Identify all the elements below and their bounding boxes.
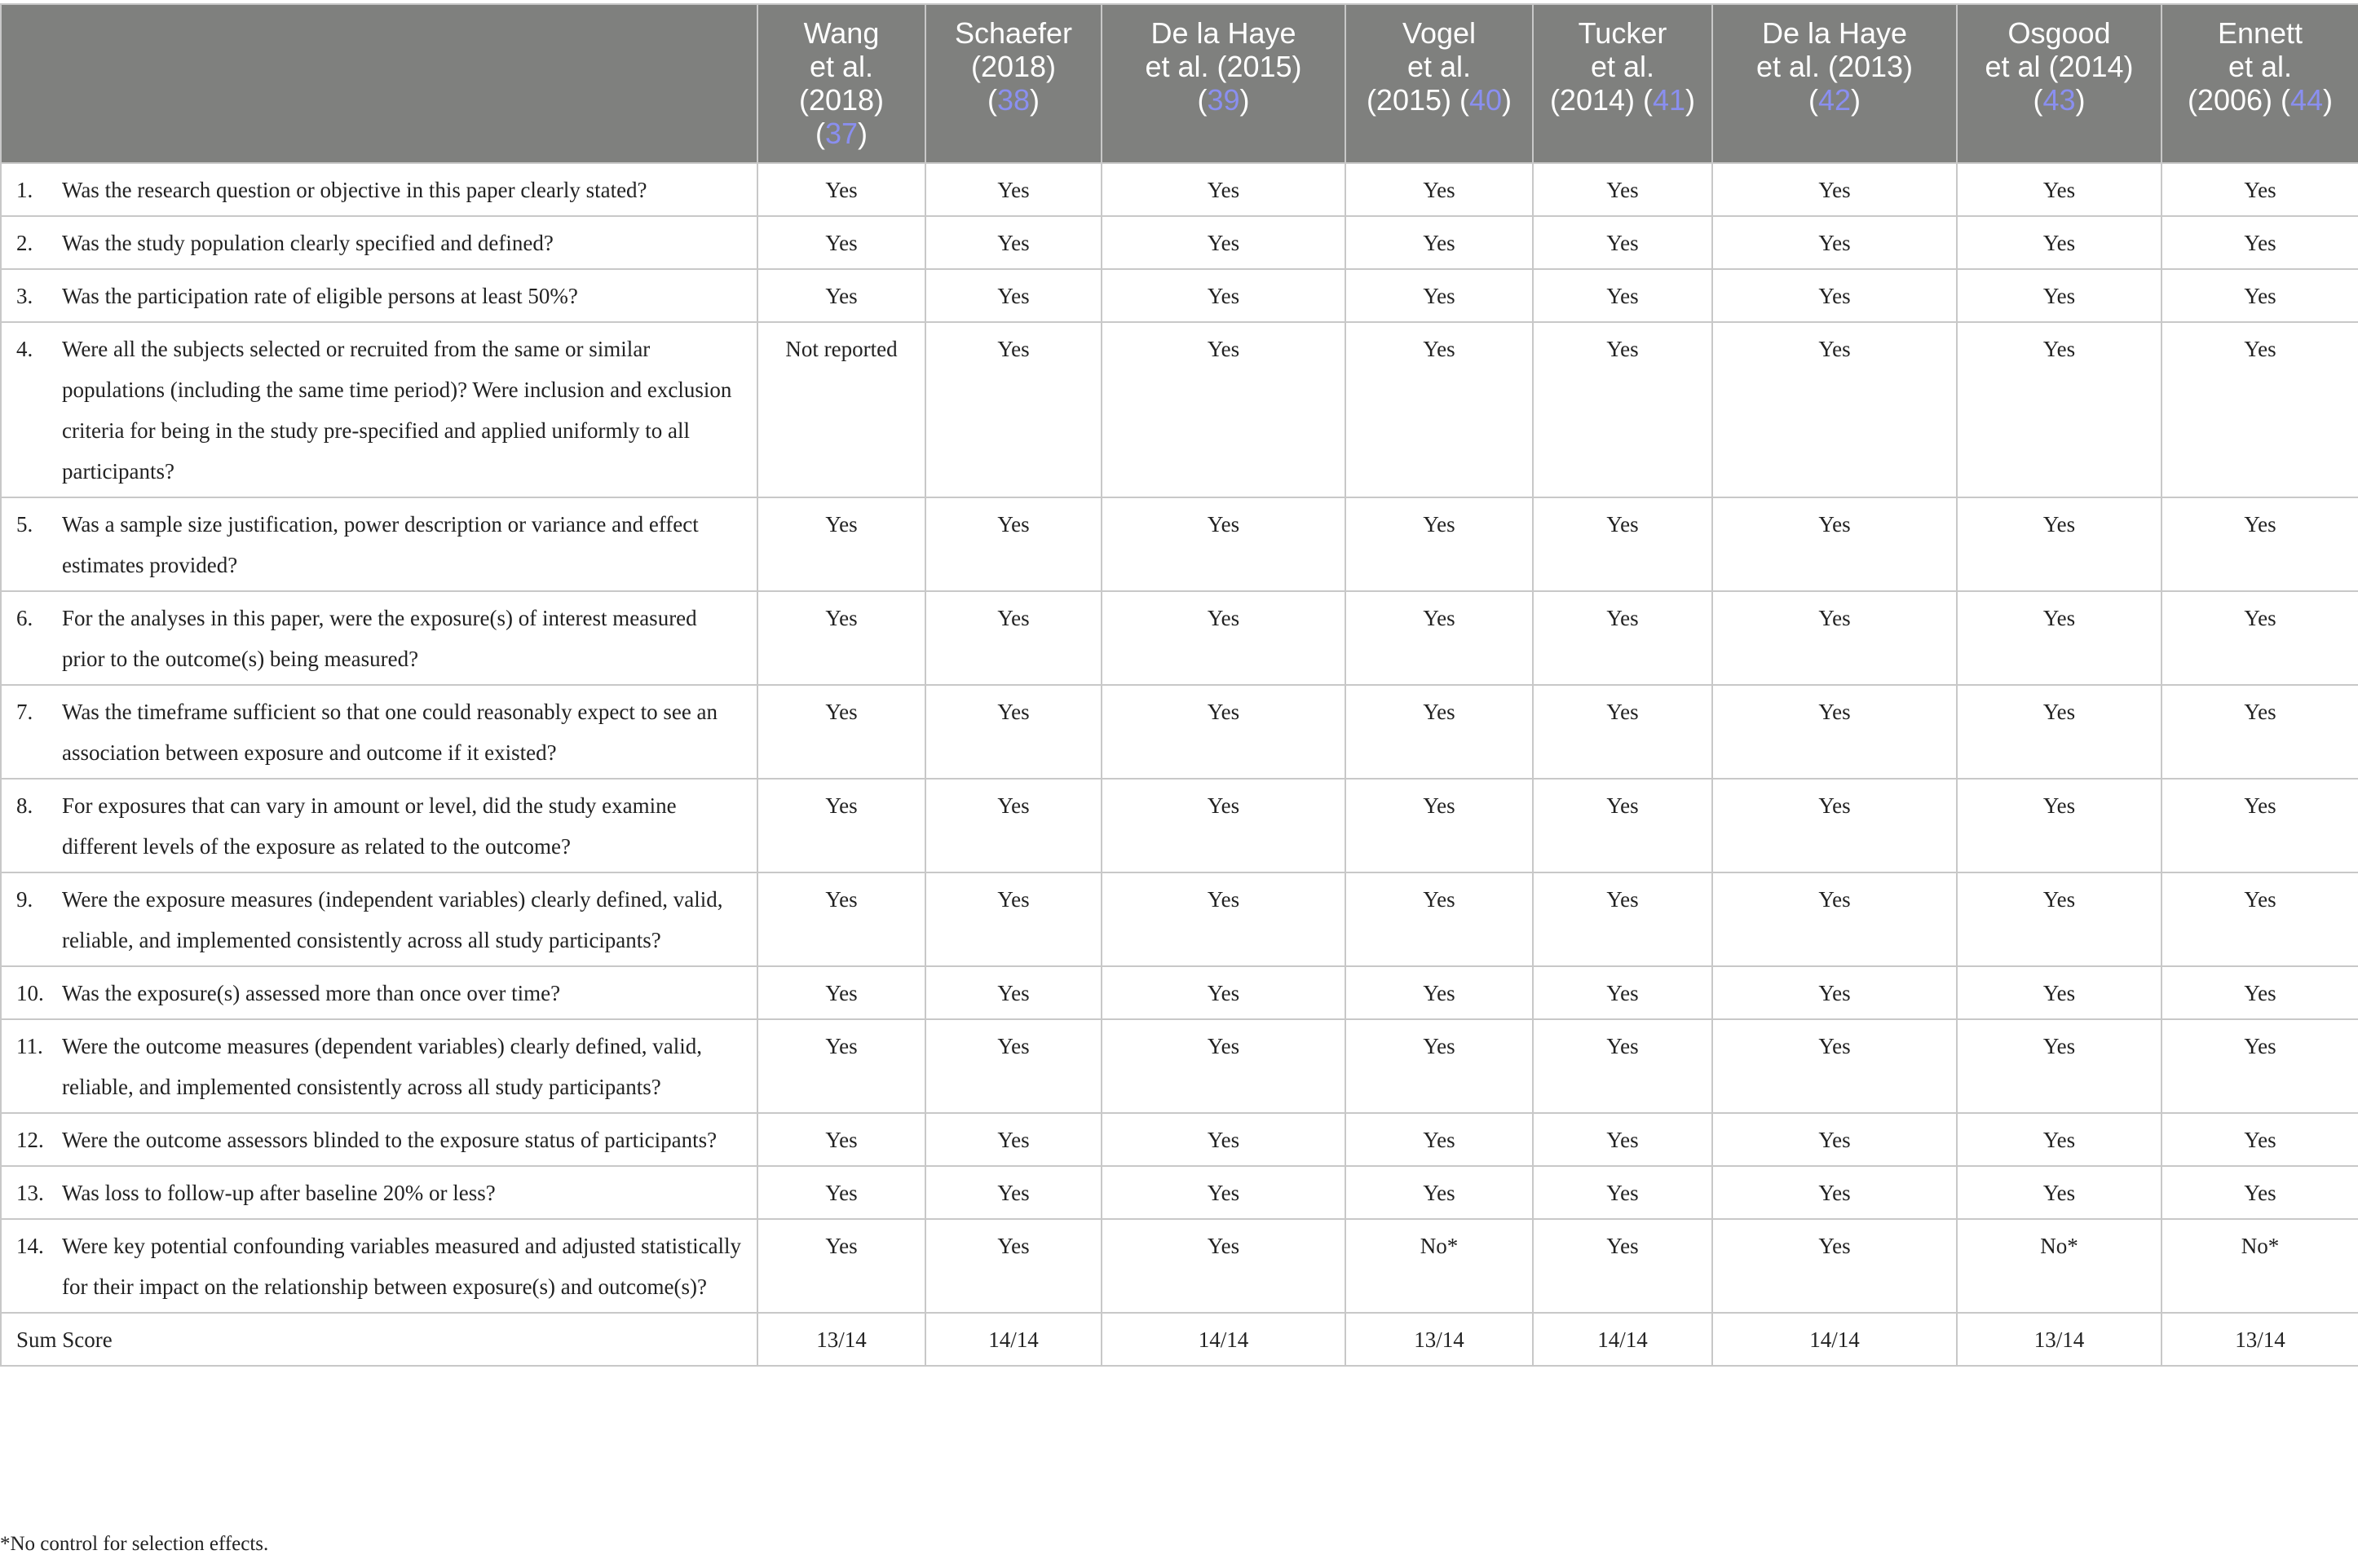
question-wrapper xyxy=(16,329,744,492)
answer-cell: Yes xyxy=(1957,322,2162,497)
question-wrapper xyxy=(16,1173,744,1213)
answer-cell: Yes xyxy=(2162,1166,2358,1219)
answer-cell: Yes xyxy=(757,1166,925,1219)
table-row xyxy=(1,497,2358,591)
table-body xyxy=(1,163,2358,1366)
answer-cell: Yes xyxy=(1957,216,2162,269)
column-header-text: De la Haye xyxy=(1150,16,1296,50)
column-header-text: et al. xyxy=(809,50,874,83)
question-text: Was the research question or objective in this paper clearly stated? xyxy=(62,178,647,202)
column-header-study xyxy=(925,4,1102,163)
question-wrapper xyxy=(16,504,744,585)
answer-cell: Yes xyxy=(1345,322,1533,497)
question-cell xyxy=(1,322,757,497)
table-row xyxy=(1,872,2358,966)
question-cell xyxy=(1,872,757,966)
answer-cell: Yes xyxy=(757,163,925,216)
column-header-year: ( xyxy=(987,83,997,117)
answer-cell: Yes xyxy=(1533,1166,1712,1219)
reference-link[interactable]: 39 xyxy=(1207,83,1240,117)
answer-cell: Yes xyxy=(2162,216,2358,269)
column-header-study xyxy=(1345,4,1533,163)
table-row xyxy=(1,591,2358,685)
answer-cell: Yes xyxy=(925,966,1102,1019)
answer-cell: Yes xyxy=(757,872,925,966)
question-number: 12. xyxy=(16,1128,44,1152)
question-number: 4. xyxy=(16,337,33,361)
answer-cell: Yes xyxy=(1957,269,2162,322)
question-number: 6. xyxy=(16,606,33,630)
question-wrapper xyxy=(16,223,744,263)
answer-cell: Yes xyxy=(1712,779,1957,872)
answer-cell: Yes xyxy=(1102,1219,1345,1313)
table-header xyxy=(1,4,2358,163)
column-header-paren: ) xyxy=(858,117,868,150)
question-wrapper xyxy=(16,1026,744,1107)
answer-cell: Yes xyxy=(1712,966,1957,1019)
answer-cell: No* xyxy=(1957,1219,2162,1313)
answer-cell: Yes xyxy=(925,497,1102,591)
answer-cell: Yes xyxy=(757,685,925,779)
column-header-year: (2006) ( xyxy=(2187,83,2290,117)
table-row xyxy=(1,685,2358,779)
answer-cell: Yes xyxy=(2162,779,2358,872)
answer-cell: Yes xyxy=(1957,872,2162,966)
sum-score-cell: 13/14 xyxy=(1345,1313,1533,1366)
answer-cell: Yes xyxy=(1712,1166,1957,1219)
column-header-text: et al. (2015) xyxy=(1145,50,1302,83)
question-number: 5. xyxy=(16,512,33,537)
question-text: Was the exposure(s) assessed more than once over time? xyxy=(62,981,561,1005)
answer-cell: Yes xyxy=(757,1219,925,1313)
answer-cell: Yes xyxy=(1345,216,1533,269)
answer-cell: Yes xyxy=(1533,779,1712,872)
answer-cell: Yes xyxy=(1712,591,1957,685)
answer-cell: Yes xyxy=(1102,779,1345,872)
answer-cell: Yes xyxy=(925,1113,1102,1166)
answer-cell: Yes xyxy=(1345,1019,1533,1113)
answer-cell: Yes xyxy=(2162,497,2358,591)
column-header-study xyxy=(1533,4,1712,163)
answer-cell: Yes xyxy=(757,1113,925,1166)
answer-cell: Yes xyxy=(925,216,1102,269)
column-header-text: et al (2014) xyxy=(1985,50,2134,83)
answer-cell: Yes xyxy=(1957,163,2162,216)
question-text: Were key potential confounding variables measured and adjusted statistically for their impact on the relationship between exposure(s) and outcome(s)? xyxy=(62,1234,742,1299)
answer-cell: Yes xyxy=(1345,163,1533,216)
table-row xyxy=(1,1113,2358,1166)
question-number: 8. xyxy=(16,793,33,818)
question-cell xyxy=(1,779,757,872)
column-header-text: Vogel xyxy=(1402,16,1477,50)
answer-cell: Yes xyxy=(1957,685,2162,779)
table-row xyxy=(1,1166,2358,1219)
column-header-text: (2018) xyxy=(970,50,1057,83)
question-text: Was the study population clearly specified and defined? xyxy=(62,231,554,255)
answer-cell: Yes xyxy=(1712,269,1957,322)
question-number: 1. xyxy=(16,178,33,202)
question-text: Were the exposure measures (independent variables) clearly defined, valid, reliable, and implemented consistently across all study participants? xyxy=(62,887,723,952)
question-wrapper xyxy=(16,170,744,210)
answer-cell: Yes xyxy=(1533,685,1712,779)
column-header-text: Osgood xyxy=(2007,16,2111,50)
answer-cell: Yes xyxy=(1533,322,1712,497)
answer-cell: Yes xyxy=(1345,497,1533,591)
answer-cell: Yes xyxy=(925,1166,1102,1219)
answer-cell: Yes xyxy=(1533,269,1712,322)
answer-cell: Yes xyxy=(1957,779,2162,872)
answer-cell: Not reported xyxy=(757,322,925,497)
question-wrapper xyxy=(16,973,744,1014)
sum-score-cell: 14/14 xyxy=(925,1313,1102,1366)
table-row xyxy=(1,1219,2358,1313)
answer-cell: Yes xyxy=(925,163,1102,216)
column-header-paren: ) xyxy=(1502,83,1512,117)
answer-cell: Yes xyxy=(1102,216,1345,269)
column-header-text: Wang xyxy=(803,16,880,50)
answer-cell: Yes xyxy=(2162,1113,2358,1166)
column-header-paren: ) xyxy=(2323,83,2334,117)
answer-cell: Yes xyxy=(1102,685,1345,779)
answer-cell: Yes xyxy=(1345,872,1533,966)
column-header-study xyxy=(1712,4,1957,163)
question-text: Was loss to follow-up after baseline 20% or less? xyxy=(62,1181,496,1205)
answer-cell: Yes xyxy=(1712,216,1957,269)
answer-cell: Yes xyxy=(1102,322,1345,497)
column-header-text: et al. xyxy=(2228,50,2293,83)
answer-cell: Yes xyxy=(757,1019,925,1113)
answer-cell: No* xyxy=(2162,1219,2358,1313)
column-header-year: ( xyxy=(1197,83,1208,117)
answer-cell: Yes xyxy=(1345,1166,1533,1219)
answer-cell: Yes xyxy=(1533,1219,1712,1313)
answer-cell: Yes xyxy=(925,1219,1102,1313)
reference-link[interactable]: 38 xyxy=(996,83,1031,117)
answer-cell: Yes xyxy=(1533,1113,1712,1166)
answer-cell: Yes xyxy=(1102,1166,1345,1219)
answer-cell: Yes xyxy=(925,779,1102,872)
column-header-year: (2015) ( xyxy=(1366,83,1469,117)
question-text: Were the outcome assessors blinded to the exposure status of participants? xyxy=(62,1128,718,1152)
answer-cell: Yes xyxy=(925,685,1102,779)
answer-cell: Yes xyxy=(1712,497,1957,591)
answer-cell: Yes xyxy=(1102,591,1345,685)
reference-link[interactable]: 43 xyxy=(2042,83,2076,117)
reference-link[interactable]: 41 xyxy=(1653,83,1686,117)
column-header-year: ( xyxy=(815,117,825,150)
answer-cell: Yes xyxy=(1533,591,1712,685)
question-cell xyxy=(1,269,757,322)
column-header-paren: ) xyxy=(1030,83,1040,117)
header-blank-cell xyxy=(1,4,757,163)
column-header-paren: ) xyxy=(1685,83,1696,117)
answer-cell: Yes xyxy=(925,1019,1102,1113)
answer-cell: Yes xyxy=(1102,163,1345,216)
answer-cell: Yes xyxy=(1957,1113,2162,1166)
answer-cell: Yes xyxy=(757,497,925,591)
answer-cell: Yes xyxy=(1712,872,1957,966)
column-header-text: Schaefer xyxy=(954,16,1073,50)
answer-cell: Yes xyxy=(925,269,1102,322)
answer-cell: Yes xyxy=(1712,322,1957,497)
answer-cell: Yes xyxy=(757,779,925,872)
answer-cell: Yes xyxy=(1345,685,1533,779)
answer-cell: Yes xyxy=(1102,497,1345,591)
question-wrapper xyxy=(16,879,744,961)
question-wrapper xyxy=(16,598,744,679)
column-header-text: Tucker xyxy=(1578,16,1667,50)
answer-cell: Yes xyxy=(1712,1019,1957,1113)
question-wrapper xyxy=(16,1120,744,1160)
question-cell xyxy=(1,966,757,1019)
column-header-year: (2014) ( xyxy=(1549,83,1653,117)
answer-cell: Yes xyxy=(1712,163,1957,216)
answer-cell: Yes xyxy=(1957,1019,2162,1113)
question-cell xyxy=(1,591,757,685)
quality-assessment-table xyxy=(0,3,2358,1367)
answer-cell: Yes xyxy=(925,872,1102,966)
column-header-text: et al. (2013) xyxy=(1755,50,1914,83)
answer-cell: Yes xyxy=(1712,1219,1957,1313)
column-header-text: De la Haye xyxy=(1761,16,1908,50)
question-wrapper xyxy=(16,1226,744,1307)
answer-cell: Yes xyxy=(1533,163,1712,216)
question-cell xyxy=(1,1113,757,1166)
question-text: Were the outcome measures (dependent variables) clearly defined, valid, reliable, and implemented consistently across all study participants? xyxy=(62,1034,702,1099)
column-header-text: et al. xyxy=(1406,50,1472,83)
question-text: Was the participation rate of eligible persons at least 50%? xyxy=(62,284,578,308)
question-text: For exposures that can vary in amount or level, did the study examine different levels of the exposure as related to the outcome? xyxy=(62,793,677,859)
answer-cell: Yes xyxy=(1957,966,2162,1019)
answer-cell: Yes xyxy=(757,591,925,685)
question-number: 7. xyxy=(16,700,33,724)
answer-cell: Yes xyxy=(1957,497,2162,591)
sum-score-cell: 13/14 xyxy=(1957,1313,2162,1366)
answer-cell: Yes xyxy=(1102,269,1345,322)
answer-cell: Yes xyxy=(1533,966,1712,1019)
column-header-text: (2018) xyxy=(798,83,885,117)
answer-cell: Yes xyxy=(1102,1019,1345,1113)
question-cell xyxy=(1,497,757,591)
question-wrapper xyxy=(16,785,744,867)
question-number: 14. xyxy=(16,1234,44,1258)
sum-score-cell: 13/14 xyxy=(757,1313,925,1366)
sum-score-cell: 14/14 xyxy=(1533,1313,1712,1366)
answer-cell: Yes xyxy=(1712,1113,1957,1166)
table-row xyxy=(1,779,2358,872)
question-text: Were all the subjects selected or recruited from the same or similar populations (including the same time period)? Were inclusion and exclusion criteria for being in the study pre-specified and applied uniformly to all participants? xyxy=(62,337,732,484)
question-cell xyxy=(1,163,757,216)
column-header-text: Ennett xyxy=(2217,16,2303,50)
table-footnote: *No control for selection effects. xyxy=(0,1533,269,1555)
question-number: 2. xyxy=(16,231,33,255)
answer-cell: Yes xyxy=(2162,872,2358,966)
reference-link[interactable]: 40 xyxy=(1469,83,1503,117)
answer-cell: No* xyxy=(1345,1219,1533,1313)
answer-cell: Yes xyxy=(757,966,925,1019)
answer-cell: Yes xyxy=(757,269,925,322)
column-header-study xyxy=(1957,4,2162,163)
question-number: 3. xyxy=(16,284,33,308)
answer-cell: Yes xyxy=(1102,872,1345,966)
sum-score-cell: 14/14 xyxy=(1102,1313,1345,1366)
table-row xyxy=(1,163,2358,216)
question-number: 13. xyxy=(16,1181,44,1205)
answer-cell: Yes xyxy=(2162,163,2358,216)
column-header-year: ( xyxy=(1808,83,1818,117)
answer-cell: Yes xyxy=(1533,872,1712,966)
question-number: 10. xyxy=(16,981,44,1005)
answer-cell: Yes xyxy=(1345,591,1533,685)
table-row xyxy=(1,216,2358,269)
reference-link[interactable]: 44 xyxy=(2290,83,2324,117)
answer-cell: Yes xyxy=(1533,497,1712,591)
answer-cell: Yes xyxy=(1345,966,1533,1019)
sum-score-label: Sum Score xyxy=(1,1313,757,1366)
question-number: 11. xyxy=(16,1034,43,1058)
sum-score-cell: 13/14 xyxy=(2162,1313,2358,1366)
answer-cell: Yes xyxy=(1957,591,2162,685)
question-number: 9. xyxy=(16,887,33,912)
column-header-paren: ) xyxy=(2075,83,2086,117)
question-wrapper xyxy=(16,691,744,773)
table-row xyxy=(1,1019,2358,1113)
table-row xyxy=(1,966,2358,1019)
answer-cell: Yes xyxy=(1345,1113,1533,1166)
column-header-year: ( xyxy=(2033,83,2043,117)
question-cell xyxy=(1,1166,757,1219)
answer-cell: Yes xyxy=(1102,966,1345,1019)
reference-link[interactable]: 37 xyxy=(824,117,859,150)
answer-cell: Yes xyxy=(1712,685,1957,779)
answer-cell: Yes xyxy=(1957,1166,2162,1219)
answer-cell: Yes xyxy=(2162,966,2358,1019)
answer-cell: Yes xyxy=(2162,591,2358,685)
question-text: For the analyses in this paper, were the exposure(s) of interest measured prior to the outcome(s) being measured? xyxy=(62,606,697,671)
answer-cell: Yes xyxy=(1533,216,1712,269)
answer-cell: Yes xyxy=(925,591,1102,685)
answer-cell: Yes xyxy=(1533,1019,1712,1113)
answer-cell: Yes xyxy=(2162,685,2358,779)
column-header-study xyxy=(1102,4,1345,163)
answer-cell: Yes xyxy=(2162,269,2358,322)
answer-cell: Yes xyxy=(1345,269,1533,322)
question-wrapper xyxy=(16,276,744,316)
column-header-paren: ) xyxy=(1239,83,1250,117)
table-row xyxy=(1,322,2358,497)
sum-score-row xyxy=(1,1313,2358,1366)
question-cell xyxy=(1,685,757,779)
answer-cell: Yes xyxy=(2162,322,2358,497)
answer-cell: Yes xyxy=(1102,1113,1345,1166)
question-cell xyxy=(1,1019,757,1113)
question-text: Was a sample size justification, power description or variance and effect estimates provided? xyxy=(62,512,699,577)
answer-cell: Yes xyxy=(1345,779,1533,872)
header-row xyxy=(1,4,2358,163)
column-header-study xyxy=(757,4,925,163)
answer-cell: Yes xyxy=(757,216,925,269)
column-header-text: et al. xyxy=(1590,50,1655,83)
column-header-paren: ) xyxy=(1851,83,1861,117)
table-row xyxy=(1,269,2358,322)
column-header-study xyxy=(2162,4,2358,163)
question-text: Was the timeframe sufficient so that one could reasonably expect to see an association between exposure and outcome if it existed? xyxy=(62,700,718,765)
question-cell xyxy=(1,1219,757,1313)
reference-link[interactable]: 42 xyxy=(1817,83,1852,117)
question-cell xyxy=(1,216,757,269)
answer-cell: Yes xyxy=(2162,1019,2358,1113)
sum-score-cell: 14/14 xyxy=(1712,1313,1957,1366)
answer-cell: Yes xyxy=(925,322,1102,497)
